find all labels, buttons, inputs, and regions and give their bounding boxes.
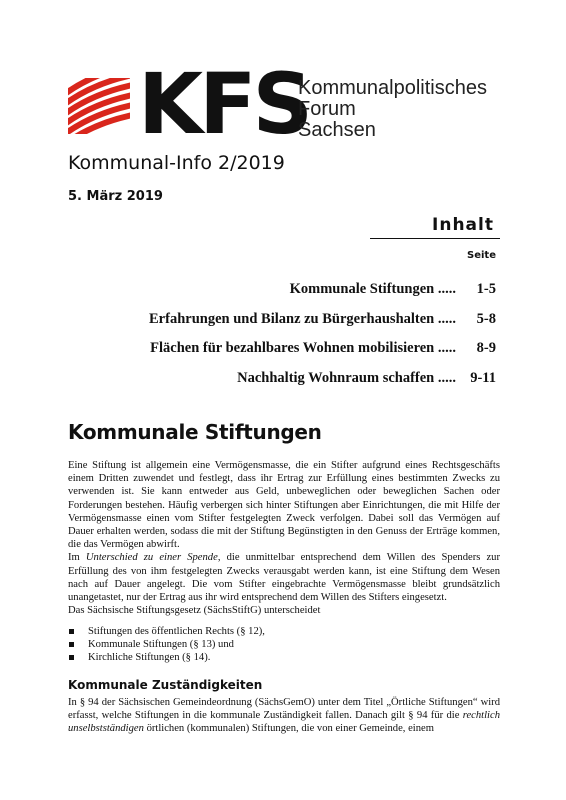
text-run: , die unmittelbar entsprechend dem Willen des Spenders zur Erfüllung des von ihm festgelegten Zwecks verausgabt werden kann, ist eine Stiftung dem Wesen nach auf Dauer angelegt. Die vom Stifter eingebrachte Vermögensmasse bleibt grundsätzlich unangetastet, nur der Ertrag aus ihr wird entsprechend dem Willen des Stifters eingesetzt.: [68, 552, 500, 604]
toc-divider: [370, 238, 500, 239]
toc-entry-title: Erfahrungen und Bilanz zu Bürgerhaushalten .....: [149, 311, 456, 327]
emphasis-text: rechtlich unselbstständigen: [68, 710, 500, 735]
list-item: Kommunale Stiftungen (§ 13) und: [68, 638, 500, 651]
toc-heading: Inhalt: [432, 215, 494, 235]
toc-entry-buergerhaushalte[interactable]: [149, 311, 496, 328]
org-name-line-2: Forum: [298, 98, 356, 120]
bullet-list: [68, 625, 500, 665]
paragraph: [68, 696, 500, 736]
toc-entry-page: 9-11: [470, 370, 496, 386]
section-title: Kommunale Stiftungen: [68, 420, 322, 444]
issue-date: 5. März 2019: [68, 189, 163, 204]
toc-entry-page: 1-5: [476, 281, 496, 297]
toc-entry-wohnraum[interactable]: [237, 370, 496, 387]
list-item: Stiftungen des öffentlichen Rechts (§ 12),: [68, 625, 500, 638]
paragraph: Eine Stiftung ist allgemein eine Vermögensmasse, die ein Stifter aufgrund eines Rechtsgeschäfts einem Dritten zuwendet und festlegt, dass ihr Ertrag zur Erfüllung eines bestimmten Zwecks zu verwenden ist. Sie kann entweder aus Geld, unbeweglichen oder beweglichen Sachen oder Forderungen bestehen. Häufig verbergen sich hinter Stiftungen aber Einrichtungen, die mit Hilfe der Vermögensmasse einen vom Stifter festgelegten Zweck verfolgen. Dabei soll das Vermögen auf Dauer erhalten werden, sodass die mit der Stiftung Begünstigten in den Genuss der Erträge kommen, die das Vermögen abwirft.: [68, 460, 500, 551]
text-run: örtlichen (kommunalen) Stiftungen, die von einer Gemeinde, einem: [143, 723, 434, 735]
toc-entry-title: Nachhaltig Wohnraum schaffen .....: [237, 370, 456, 386]
org-name-line-3: Sachsen: [298, 119, 376, 141]
text-run: In § 94 der Sächsischen Gemeindeordnung (SächsGemO) unter dem Titel „Örtliche Stiftungen“ wird erfasst, welche Stiftungen in die kommunale Zuständigkeit fallen. Danach gilt § 94 für die: [68, 697, 500, 722]
kfs-logo-stripes-icon: [68, 78, 130, 134]
toc-entry-title: Kommunale Stiftungen .....: [289, 281, 456, 297]
paragraph: [68, 551, 500, 604]
text-run: Im: [68, 552, 86, 564]
toc-entry-stiftungen[interactable]: [290, 281, 496, 298]
organization-name: [298, 78, 487, 141]
toc-entry-flaechen[interactable]: [150, 340, 496, 357]
toc-entry-title: Flächen für bezahlbares Wohnen mobilisieren .....: [150, 340, 456, 356]
paragraph: Das Sächsische Stiftungsgesetz (SächsStiftG) unterscheidet: [68, 605, 321, 617]
toc-entry-page: 5-8: [476, 311, 496, 327]
toc-page-label: Seite: [467, 250, 496, 261]
toc-entry-page: 8-9: [476, 340, 496, 356]
issue-title: Kommunal-Info 2/2019: [68, 152, 285, 174]
org-name-line-1: Kommunalpolitisches: [298, 77, 487, 99]
emphasis-text: Unterschied zu einer Spende: [85, 552, 218, 564]
kfs-logo-text: KFS: [138, 55, 309, 153]
subsection-body: [68, 696, 500, 736]
list-item: Kirchliche Stiftungen (§ 14).: [68, 651, 500, 664]
section-body: [68, 459, 500, 617]
subsection-title: Kommunale Zuständigkeiten: [68, 678, 263, 692]
